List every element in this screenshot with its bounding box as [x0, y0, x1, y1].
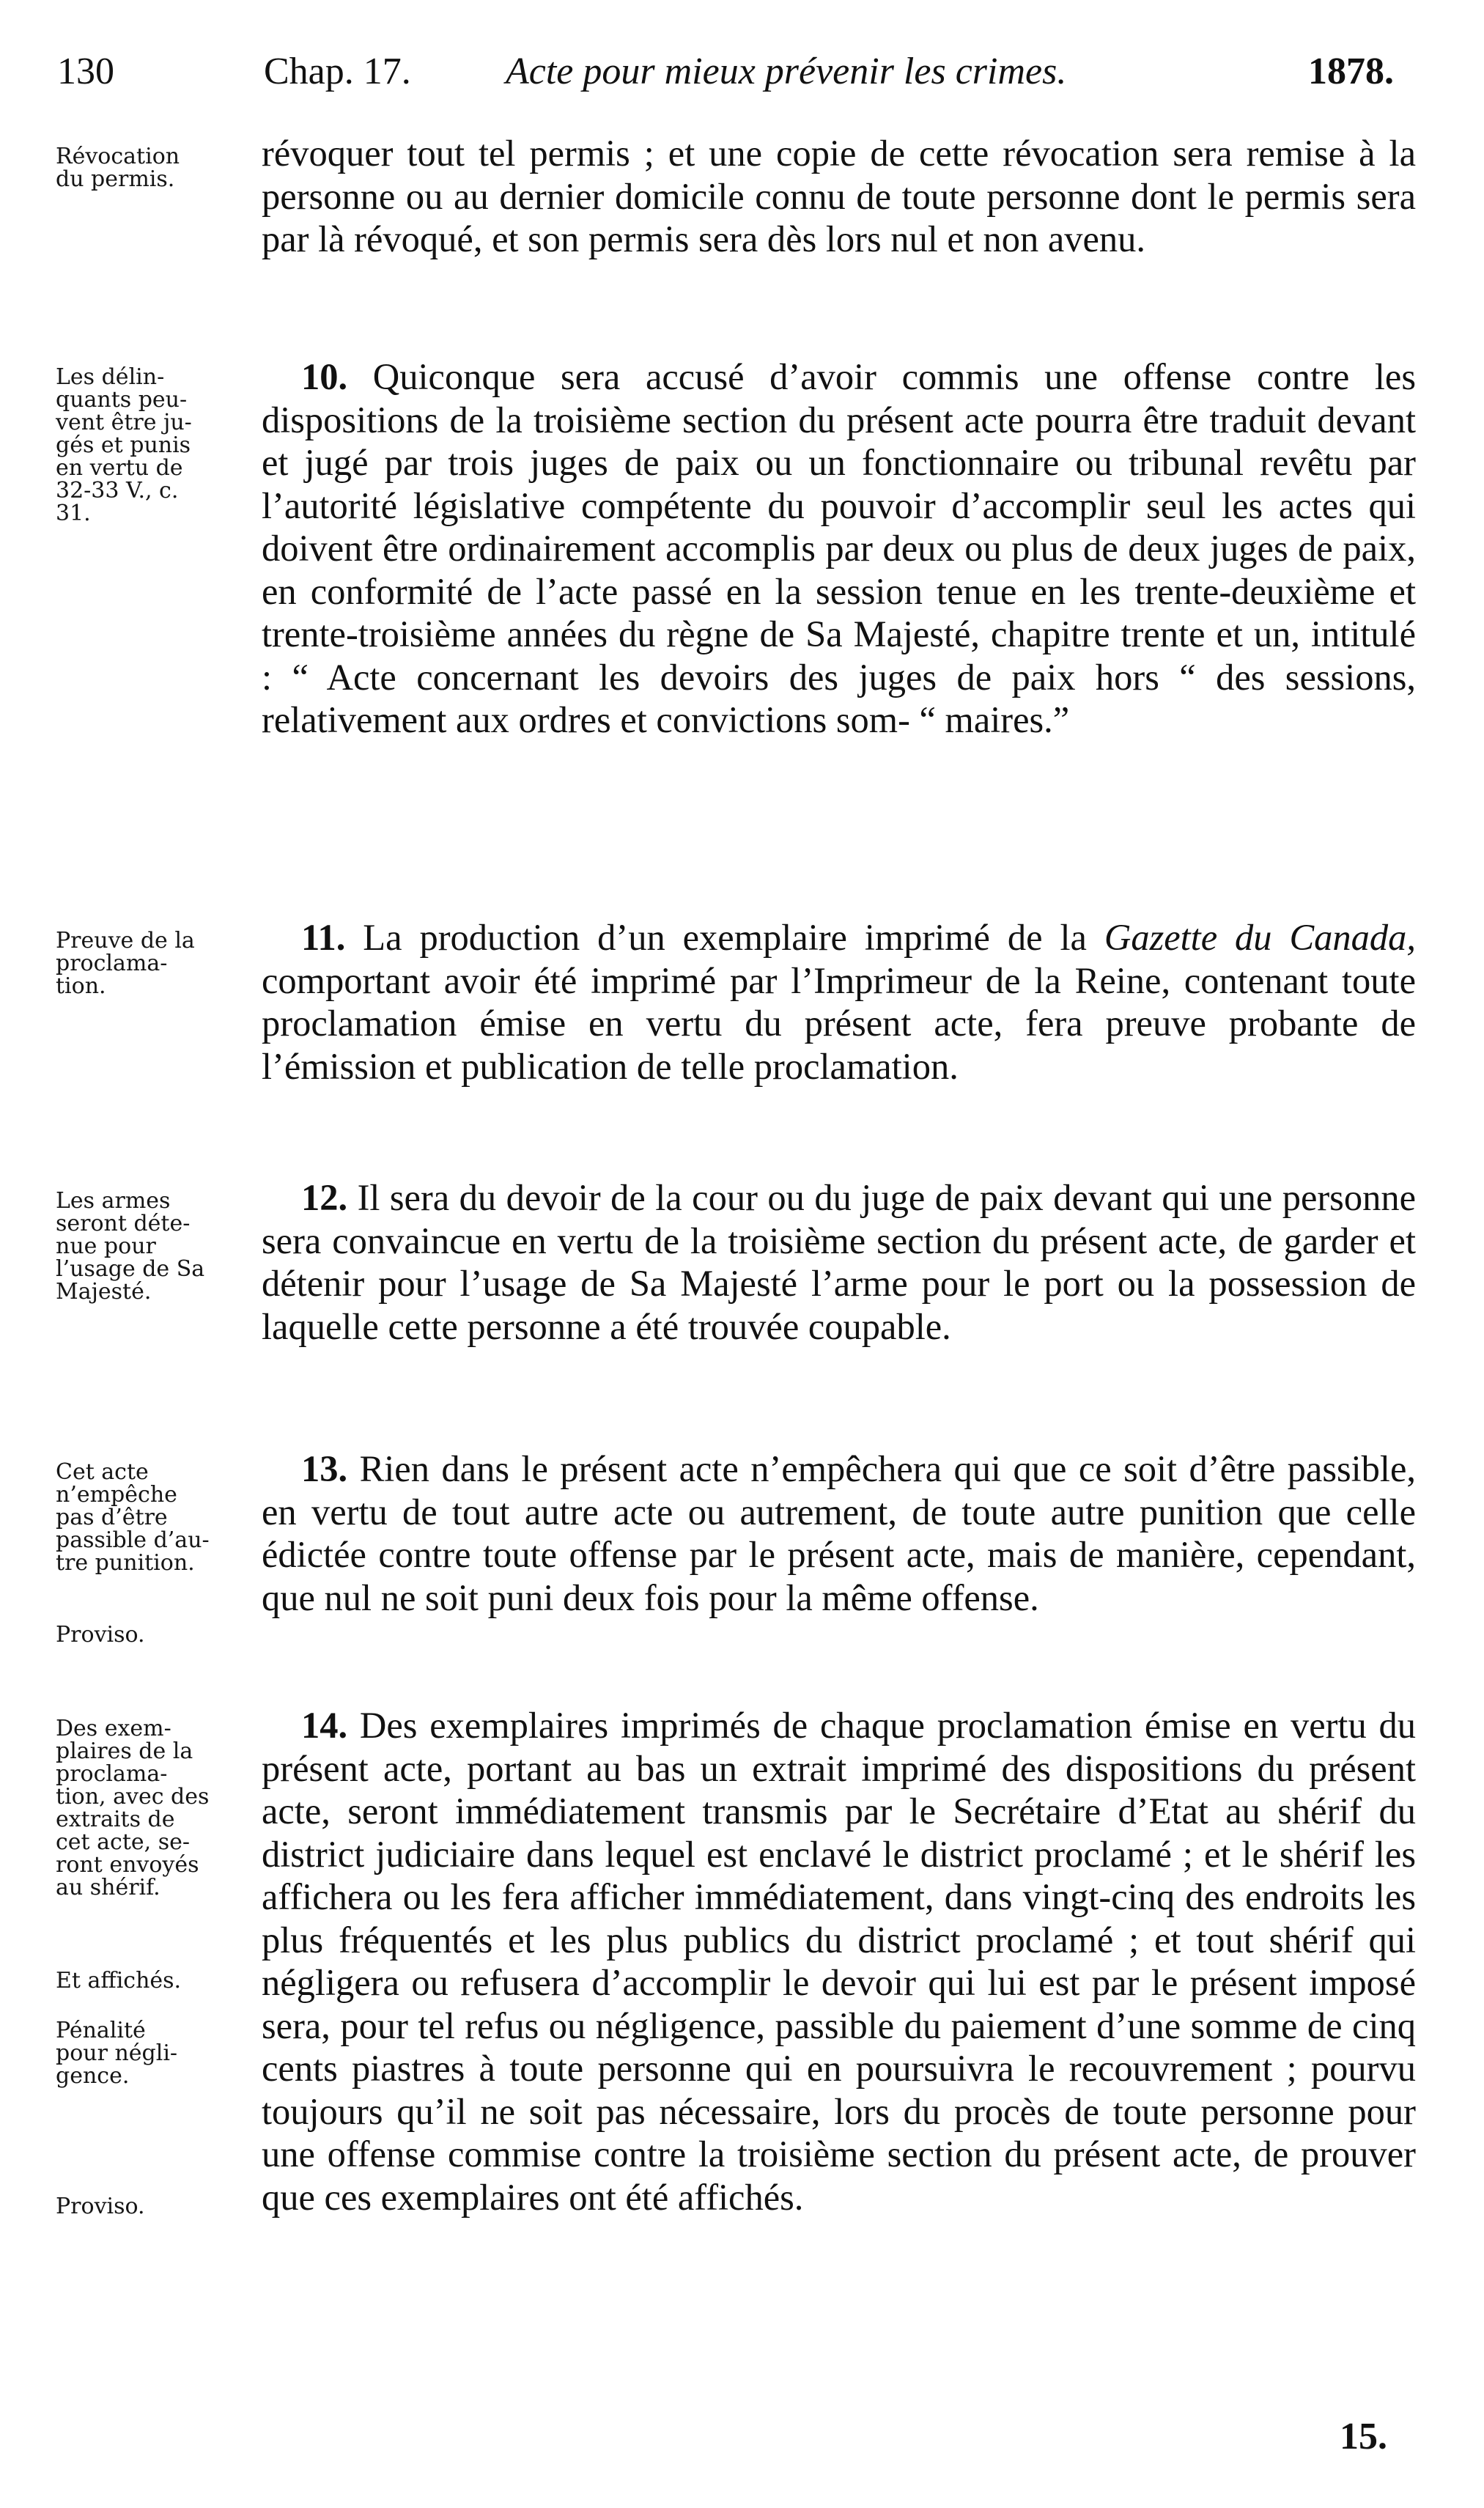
margin-note [56, 1190, 254, 1303]
note-line: gence. [56, 2063, 130, 2089]
note-line: 32-33 V., c. [56, 478, 179, 504]
note-line: Cet acte [56, 1459, 149, 1485]
section-number: 14. [301, 1705, 348, 1746]
note-line: pas d’être [56, 1505, 168, 1530]
note-line: plaires de la [56, 1738, 193, 1764]
note-line: n’empêche [56, 1482, 177, 1508]
section-body [262, 355, 1416, 742]
note-line: Proviso. [56, 2194, 145, 2219]
margin-note [56, 2019, 254, 2087]
page-number: 130 [57, 51, 114, 92]
note-line: en vertu de [56, 455, 183, 481]
note-line: au shérif. [56, 1875, 160, 1900]
margin-note [56, 1969, 254, 1992]
note-line: Des exem- [56, 1716, 171, 1741]
note-line: l’usage de Sa [56, 1256, 205, 1282]
margin-note [56, 145, 254, 191]
catchword: 15. [1340, 2416, 1387, 2457]
section-number: 12. [301, 1177, 348, 1218]
note-line: pour négli- [56, 2040, 178, 2066]
section-text: révoquer tout tel permis ; et une copie de cette révocation sera remise à la personne ou au dernier domicile connu de toute personne dont le permis sera par là révoqué, et son permis sera dès lors nul et non avenu. [262, 133, 1416, 259]
note-line: tre punition. [56, 1550, 195, 1576]
section-body [262, 1447, 1416, 1619]
section-text: Quiconque sera accusé d’avoir commis une offense contre les dispositions de la troisième section du présent acte pourra être traduit devant et jugé par trois juges de paix ou un fonctionnaire ou tribunal revêtu par l’autorité législative compétente du pouvoir d’accomplir seul les actes qui doivent être ordinairement accomplis par deux ou plus de deux juges de paix, en conformité de l’acte passé en la session tenue en les trente-deuxième et trente-troisième années du règne de Sa Majesté, chapitre trente et un, intitulé : “ Acte concernant les devoirs des juges de paix hors “ des sessions, relativement aux ordres et convictions som- “ maires.” [262, 356, 1416, 740]
note-line: seront déte- [56, 1211, 191, 1236]
year-label: 1878. [1308, 51, 1394, 92]
running-title: Acte pour mieux prévenir les crimes. [506, 51, 1067, 92]
note-line: proclama- [56, 951, 168, 976]
section-body [262, 1704, 1416, 2219]
section-text: Il sera du devoir de la cour ou du juge de paix devant qui une personne sera convaincue en vertu de la troisième section du présent acte, de garder et détenir pour l’usage de Sa Majesté l’arme pour le port ou la possession de laquelle cette personne a été trouvée coupable. [262, 1177, 1416, 1347]
note-line: extraits de [56, 1807, 175, 1832]
note-line: ront envoyés [56, 1852, 199, 1878]
note-line: Et affichés. [56, 1968, 182, 1994]
section-text: Rien dans le présent acte n’empêchera qui que ce soit d’être passible, en vertu de tout autre acte ou autrement, de toute autre punition que celle édictée contre toute offense par le présent acte, mais de manière, cependant, que nul ne soit puni deux fois pour la même offense. [262, 1448, 1417, 1618]
note-line: Majesté. [56, 1279, 152, 1305]
note-line: tion. [56, 973, 106, 999]
note-line: passible d’au- [56, 1527, 210, 1553]
section-number: 13. [301, 1448, 348, 1489]
note-line: Preuve de la [56, 928, 195, 954]
note-line: Pénalité [56, 2018, 146, 2043]
margin-note [56, 366, 254, 525]
note-line: quants peu- [56, 387, 188, 413]
note-line: Les délin- [56, 364, 165, 390]
note-line: vent être ju- [56, 410, 192, 435]
margin-note [56, 1461, 254, 1574]
note-line: 31. [56, 501, 91, 526]
note-line: tion, avec des [56, 1784, 210, 1810]
note-line: Révocation [56, 144, 180, 169]
margin-note [56, 2195, 254, 2218]
section-text-before: La production d’un exemplaire imprimé de la [363, 917, 1087, 958]
margin-note [56, 929, 254, 997]
note-line: Proviso. [56, 1622, 145, 1648]
margin-note [56, 1717, 254, 1899]
note-line: Les armes [56, 1188, 171, 1214]
section-body [262, 1176, 1416, 1348]
section-text: Des exemplaires imprimés de chaque proclamation émise en vertu du présent acte, portant au bas un extrait imprimé des dispositions du présent acte, seront immédiatement transmis par le Secrétaire d’Etat au shérif du district judiciaire dans lequel est enclavé le district proclamé ; et le shérif les affichera ou les fera afficher immédiatement, dans vingt-cinq des endroits les plus fréquentés et les plus publics du district proclamé ; et tout shérif qui négligera ou refusera d’accomplir le devoir qui lui est par le présent imposé sera, pour tel refus ou négligence, passible du paiement d’une somme de cinq cents piastres à toute personne qui en poursuivra le recouvrement ; pourvu toujours qu’il ne soit pas nécessaire, lors du procès de toute personne pour une offense commise contre la troisième section du présent acte, de prouver que ces exemplaires ont été affichés. [262, 1705, 1416, 2218]
section-text-italic: Gazette du Canada, [1104, 917, 1416, 958]
note-line: nue pour [56, 1233, 156, 1259]
note-line: gés et punis [56, 432, 191, 458]
section-number: 10. [301, 356, 348, 397]
section-text-after: comportant avoir été imprimé par l’Imprimeur de la Reine, contenant toute proclamation émise en vertu du présent acte, fera preuve probante de l’émission et publication de telle proclamation. [262, 959, 1416, 1087]
note-line: du permis. [56, 166, 175, 192]
section-body [262, 916, 1416, 1088]
margin-note [56, 1623, 254, 1646]
chapter-label: Chap. 17. [264, 51, 411, 92]
note-line: proclama- [56, 1761, 168, 1787]
note-line: cet acte, se- [56, 1829, 191, 1855]
section-number: 11. [301, 917, 346, 958]
